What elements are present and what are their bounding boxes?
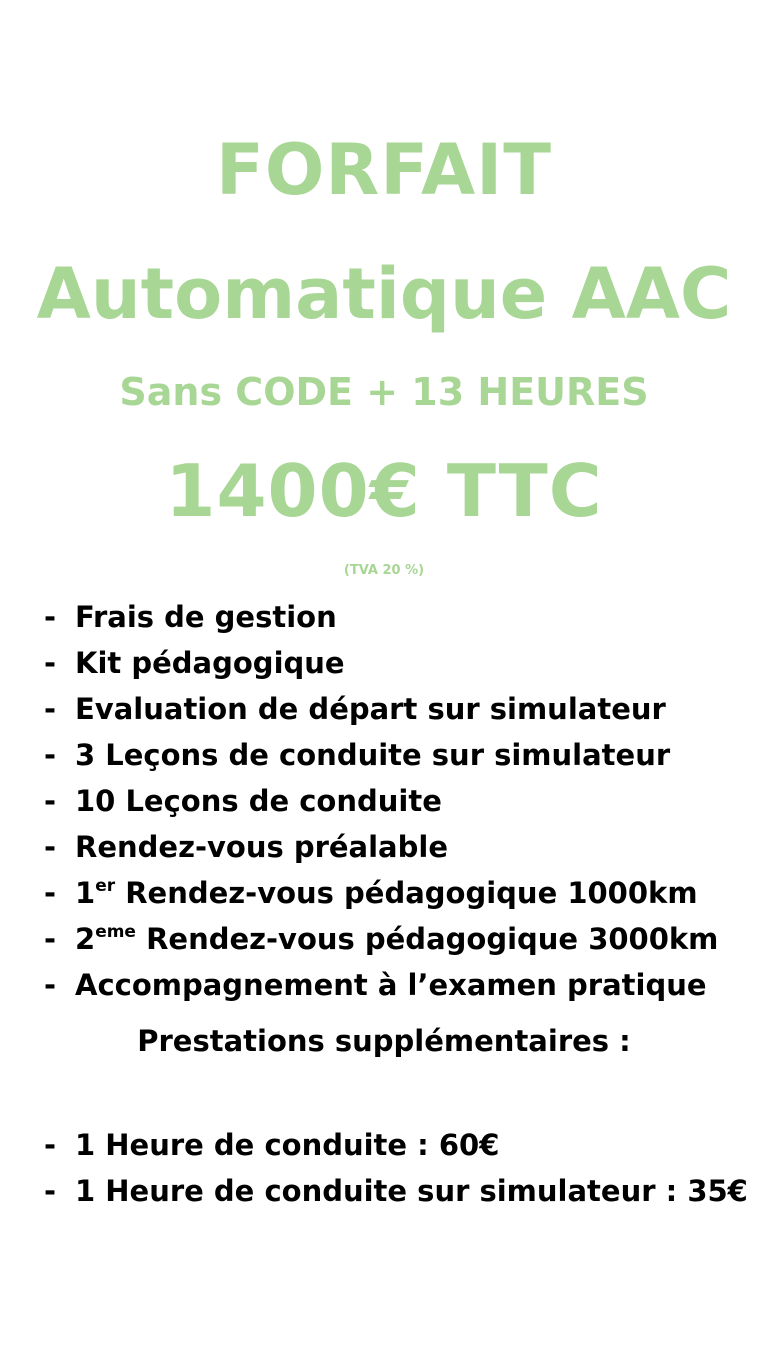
ordinal-number: 2	[75, 922, 96, 956]
list-item	[44, 640, 718, 686]
list-item	[44, 962, 718, 1008]
bullet-dash: -	[44, 922, 57, 956]
list-item-text: Rendez-vous préalable	[75, 830, 448, 864]
list-item-rest: Rendez-vous pédagogique 1000km	[115, 876, 698, 910]
ordinal-number: 1	[75, 876, 96, 910]
list-item	[44, 1122, 748, 1168]
list-item-text: 1 Heure de conduite : 60€	[75, 1128, 500, 1162]
list-item-text	[75, 870, 698, 916]
bullet-dash: -	[44, 784, 57, 818]
bullet-dash: -	[44, 968, 57, 1002]
list-item-text: Accompagnement à l’examen pratique	[75, 968, 707, 1002]
bullet-dash: -	[44, 692, 57, 726]
list-item-text: Kit pédagogique	[75, 646, 345, 680]
bullet-dash: -	[44, 1174, 57, 1208]
list-item-rest: Rendez-vous pédagogique 3000km	[135, 922, 719, 956]
list-item-text: Evaluation de départ sur simulateur	[75, 692, 666, 726]
list-item	[44, 916, 718, 962]
included-items-list	[44, 594, 718, 1008]
tax-note: (TVA 20 %)	[343, 563, 425, 578]
list-item	[44, 594, 718, 640]
list-item-text: 3 Leçons de conduite sur simulateur	[75, 738, 671, 772]
list-item	[44, 686, 718, 732]
bullet-dash: -	[44, 646, 57, 680]
list-item	[44, 778, 718, 824]
package-subtitle: Automatique AAC	[36, 253, 732, 335]
bullet-dash: -	[44, 876, 57, 910]
bullet-dash: -	[44, 600, 57, 634]
list-item-text: 1 Heure de conduite sur simulateur : 35€	[75, 1174, 748, 1208]
ordinal-suffix: er	[95, 876, 116, 896]
ordinal-suffix: eme	[95, 922, 136, 942]
package-title: FORFAIT	[216, 129, 552, 211]
extras-heading: Prestations supplémentaires :	[137, 1024, 631, 1058]
list-item-text	[75, 916, 718, 962]
bullet-dash: -	[44, 738, 57, 772]
bullet-dash: -	[44, 830, 57, 864]
list-item-text: 10 Leçons de conduite	[75, 784, 442, 818]
list-item-text: Frais de gestion	[75, 600, 337, 634]
bullet-dash: -	[44, 1128, 57, 1162]
extras-list	[44, 1122, 748, 1214]
list-item	[44, 824, 718, 870]
list-item	[44, 732, 718, 778]
package-price: 1400€ TTC	[165, 449, 603, 533]
list-item	[44, 1168, 748, 1214]
package-description: Sans CODE + 13 HEURES	[119, 370, 649, 414]
list-item	[44, 870, 718, 916]
